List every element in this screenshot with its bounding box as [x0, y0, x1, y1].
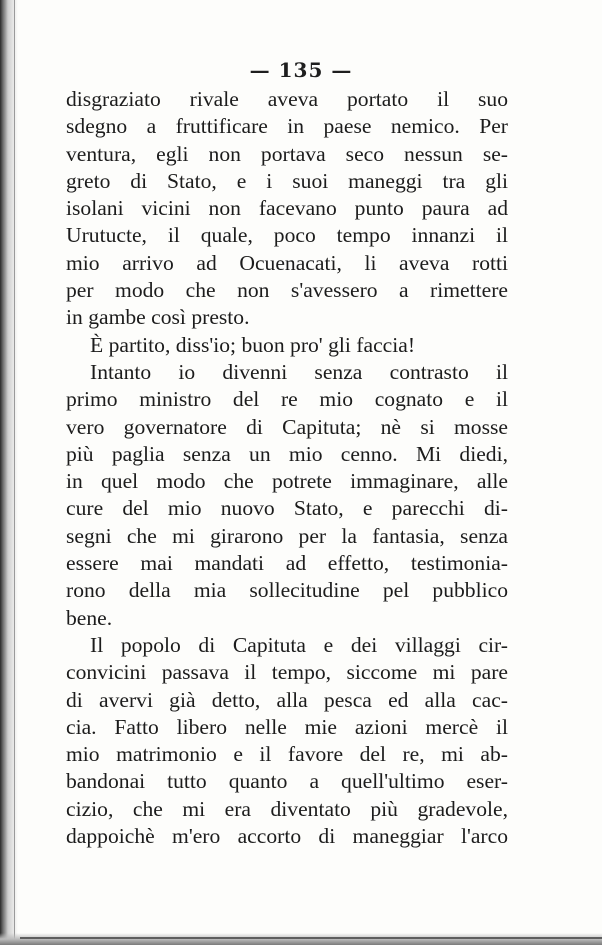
text-line: dappoichè m'ero accorto di maneggiar l'arco [66, 824, 508, 849]
text-line: sdegno a fruttificare in paese nemico. Per [66, 114, 508, 139]
page-bottom-edge [0, 933, 602, 945]
text-line: vero governatore di Capituta; nè si mosse [66, 414, 508, 439]
text-line: isolani vicini non facevano punto paura ad [66, 196, 508, 221]
text-line: È partito, diss'io; buon pro' gli faccia! [90, 332, 416, 357]
text-line: Intanto io divenni senza contrasto il [90, 359, 508, 384]
text-line: di avervi già detto, alla pesca ed alla cac- [66, 687, 508, 712]
text-line: segni che mi girarono per la fantasia, senza [66, 523, 508, 548]
page-number: — 135 — [249, 58, 353, 82]
text-line: in gambe così presto. [66, 305, 250, 330]
text-line: più paglia senza un mio cenno. Mi diedi, [66, 441, 508, 466]
text-line: bandonai tutto quanto a quell'ultimo eser- [66, 769, 508, 794]
text-line: cure del mio nuovo Stato, e parecchi di- [66, 496, 508, 521]
text-line: primo ministro del re mio cognato e il [66, 387, 508, 412]
text-line: rono della mia sollecitudine pel pubblico [66, 578, 508, 603]
body-text [66, 86, 508, 850]
text-line: Il popolo di Capituta e dei villaggi cir- [90, 632, 508, 657]
text-line: greto di Stato, e i suoi maneggi tra gli [66, 168, 508, 193]
text-line: per modo che non s'avessero a rimettere [66, 278, 508, 303]
text-line: cizio, che mi era diventato più gradevole, [66, 796, 508, 821]
text-line: Urutucte, il quale, poco tempo innanzi il [66, 223, 508, 248]
text-line: essere mai mandati ad effetto, testimonia- [66, 551, 508, 576]
text-line: convicini passava il tempo, siccome mi pare [66, 660, 508, 685]
text-line: mio matrimonio e il favore del re, mi ab- [66, 742, 508, 767]
page-bottom-rule [20, 937, 602, 939]
text-line: bene. [66, 605, 113, 630]
text-line: ventura, egli non portava seco nessun se- [66, 141, 508, 166]
text-line: disgraziato rivale aveva portato il suo [66, 87, 508, 111]
text-line: cia. Fatto libero nelle mie azioni mercè il [66, 714, 508, 739]
text-line: in quel modo che potrete immaginare, alle [66, 469, 508, 494]
text-line: mio arrivo ad Ocuenacati, li aveva rotti [66, 250, 508, 275]
spine-shadow [0, 0, 18, 945]
spine-line [14, 0, 15, 945]
